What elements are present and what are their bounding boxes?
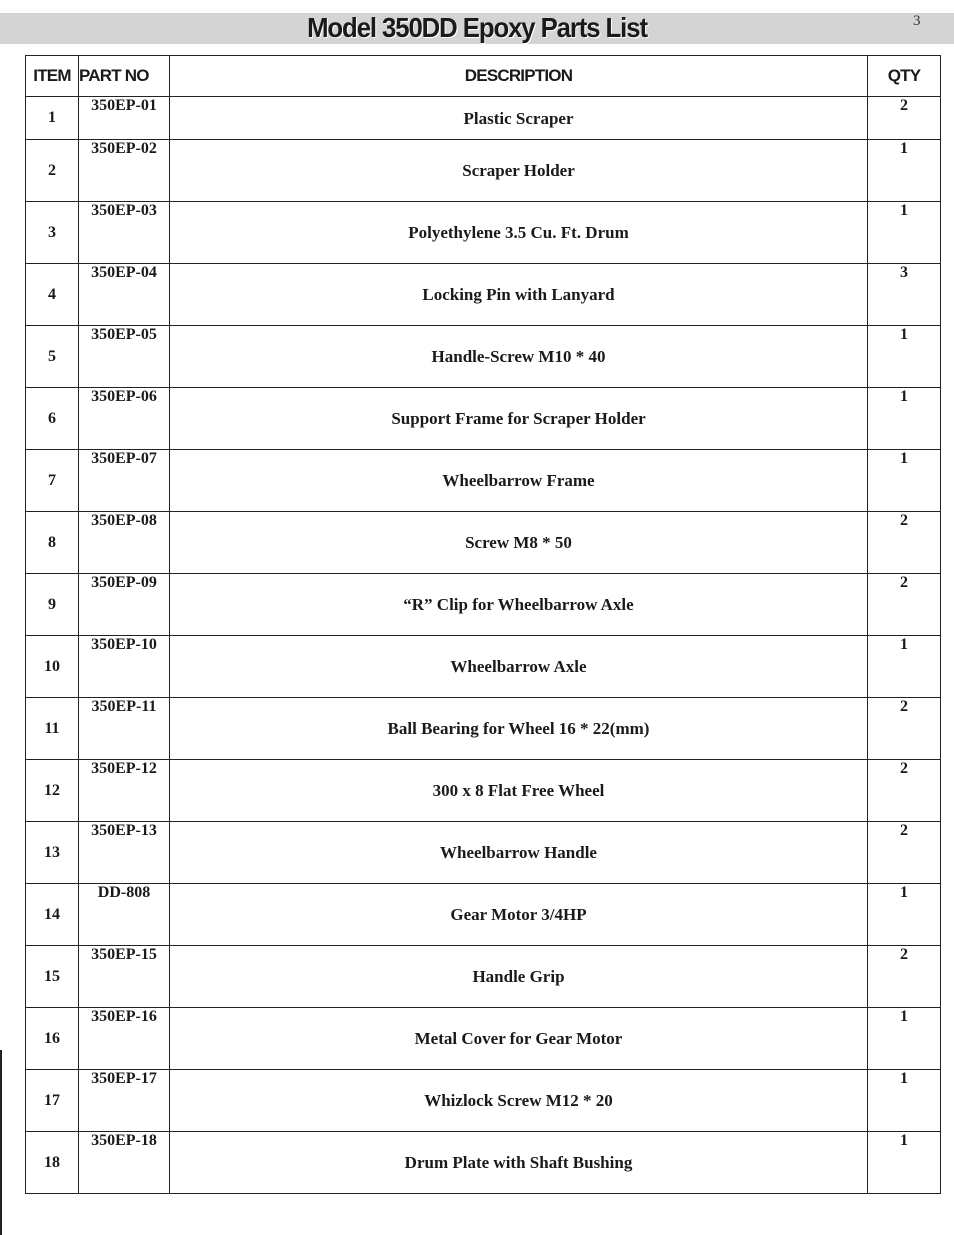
part-no-cell: 350EP-13 [79, 822, 170, 884]
description-cell: Drum Plate with Shaft Bushing [170, 1132, 868, 1194]
qty-cell: 2 [868, 574, 941, 636]
item-cell: 14 [26, 884, 79, 946]
part-no-cell: 350EP-06 [79, 388, 170, 450]
part-no-cell: 350EP-17 [79, 1070, 170, 1132]
description-cell: Plastic Scraper [170, 97, 868, 140]
part-no-cell: 350EP-18 [79, 1132, 170, 1194]
part-no-cell: DD-808 [79, 884, 170, 946]
table-header-row [26, 56, 941, 97]
table-row [26, 1008, 941, 1070]
description-cell: Metal Cover for Gear Motor [170, 1008, 868, 1070]
table-row [26, 450, 941, 512]
item-cell: 10 [26, 636, 79, 698]
item-cell: 1 [26, 97, 79, 140]
header-item: ITEM [26, 56, 79, 97]
qty-cell: 2 [868, 698, 941, 760]
table-row [26, 202, 941, 264]
description-cell: Wheelbarrow Axle [170, 636, 868, 698]
table-row [26, 636, 941, 698]
item-cell: 12 [26, 760, 79, 822]
table-row [26, 1132, 941, 1194]
part-no-cell: 350EP-09 [79, 574, 170, 636]
qty-cell: 1 [868, 1132, 941, 1194]
table-row [26, 264, 941, 326]
description-cell: Wheelbarrow Handle [170, 822, 868, 884]
qty-cell: 2 [868, 822, 941, 884]
part-no-cell: 350EP-03 [79, 202, 170, 264]
item-cell: 2 [26, 140, 79, 202]
qty-cell: 1 [868, 450, 941, 512]
table-row [26, 884, 941, 946]
header-part-no: PART NO [79, 56, 170, 97]
table-body [26, 97, 941, 1194]
description-cell: “R” Clip for Wheelbarrow Axle [170, 574, 868, 636]
header-qty: QTY [868, 56, 941, 97]
part-no-cell: 350EP-10 [79, 636, 170, 698]
description-cell: Whizlock Screw M12 * 20 [170, 1070, 868, 1132]
item-cell: 7 [26, 450, 79, 512]
qty-cell: 1 [868, 636, 941, 698]
table-row [26, 326, 941, 388]
qty-cell: 2 [868, 946, 941, 1008]
margin-rule [0, 1050, 2, 1235]
page-title: Model 350DD Epoxy Parts List [307, 12, 647, 43]
qty-cell: 1 [868, 388, 941, 450]
qty-cell: 3 [868, 264, 941, 326]
description-cell: Screw M8 * 50 [170, 512, 868, 574]
header-description: DESCRIPTION [170, 56, 868, 97]
description-cell: Polyethylene 3.5 Cu. Ft. Drum [170, 202, 868, 264]
qty-cell: 2 [868, 512, 941, 574]
item-cell: 18 [26, 1132, 79, 1194]
qty-cell: 1 [868, 326, 941, 388]
item-cell: 16 [26, 1008, 79, 1070]
description-cell: Support Frame for Scraper Holder [170, 388, 868, 450]
part-no-cell: 350EP-02 [79, 140, 170, 202]
qty-cell: 2 [868, 97, 941, 140]
item-cell: 11 [26, 698, 79, 760]
description-cell: 300 x 8 Flat Free Wheel [170, 760, 868, 822]
table-row [26, 822, 941, 884]
part-no-cell: 350EP-15 [79, 946, 170, 1008]
table-row [26, 140, 941, 202]
item-cell: 13 [26, 822, 79, 884]
description-cell: Locking Pin with Lanyard [170, 264, 868, 326]
table-row [26, 388, 941, 450]
table-row [26, 97, 941, 140]
part-no-cell: 350EP-07 [79, 450, 170, 512]
item-cell: 5 [26, 326, 79, 388]
description-cell: Ball Bearing for Wheel 16 * 22(mm) [170, 698, 868, 760]
part-no-cell: 350EP-05 [79, 326, 170, 388]
qty-cell: 1 [868, 140, 941, 202]
description-cell: Gear Motor 3/4HP [170, 884, 868, 946]
part-no-cell: 350EP-04 [79, 264, 170, 326]
description-cell: Handle Grip [170, 946, 868, 1008]
description-cell: Scraper Holder [170, 140, 868, 202]
item-cell: 8 [26, 512, 79, 574]
item-cell: 4 [26, 264, 79, 326]
qty-cell: 1 [868, 202, 941, 264]
parts-table [25, 55, 941, 1194]
table-row [26, 760, 941, 822]
qty-cell: 1 [868, 884, 941, 946]
description-cell: Handle-Screw M10 * 40 [170, 326, 868, 388]
table-row [26, 1070, 941, 1132]
table-row [26, 512, 941, 574]
page-number: 3 [913, 13, 921, 29]
part-no-cell: 350EP-01 [79, 97, 170, 140]
qty-cell: 1 [868, 1070, 941, 1132]
item-cell: 9 [26, 574, 79, 636]
part-no-cell: 350EP-12 [79, 760, 170, 822]
item-cell: 6 [26, 388, 79, 450]
part-no-cell: 350EP-11 [79, 698, 170, 760]
table-row [26, 574, 941, 636]
item-cell: 15 [26, 946, 79, 1008]
qty-cell: 2 [868, 760, 941, 822]
table-row [26, 946, 941, 1008]
item-cell: 3 [26, 202, 79, 264]
part-no-cell: 350EP-16 [79, 1008, 170, 1070]
part-no-cell: 350EP-08 [79, 512, 170, 574]
description-cell: Wheelbarrow Frame [170, 450, 868, 512]
item-cell: 17 [26, 1070, 79, 1132]
table-row [26, 698, 941, 760]
qty-cell: 1 [868, 1008, 941, 1070]
